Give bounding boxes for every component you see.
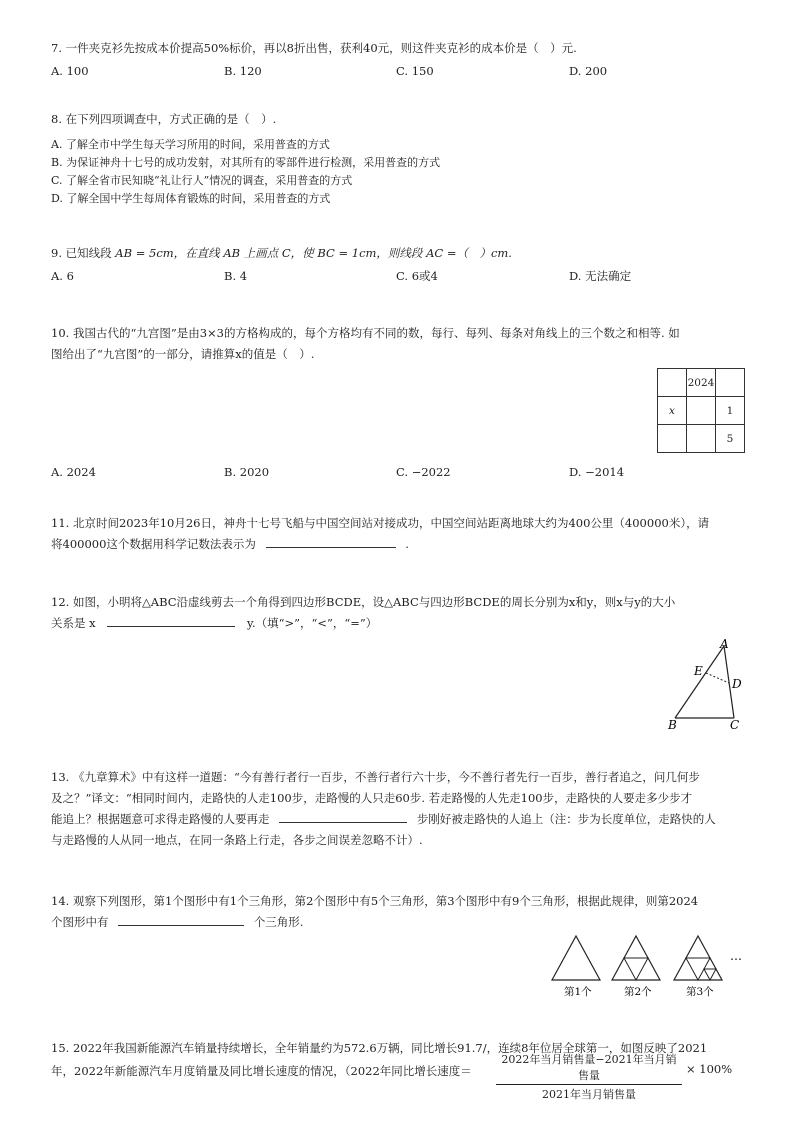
question-13 — [51, 767, 751, 851]
question-14-stem-text: 个图形中有 — [51, 915, 109, 929]
vertex-label-e: E — [694, 664, 703, 678]
question-13-stem-text: 能追上？根据题意可求得走路慢的人要再走 — [51, 812, 270, 826]
question-11-stem-line-1: 11. 北京时间2023年10月26日，神舟十七号飞船与中国空间站对接成功，中国空间站距离地球大约为400公里（400000米），请 — [51, 516, 710, 530]
question-9-stem-math: AB = 5cm，在直线 AB 上画点 C，使 BC = 1cm，则线段 AC =（ ）cm. — [115, 246, 512, 260]
answer-blank[interactable] — [118, 913, 244, 926]
inner-triangle-small — [704, 969, 716, 980]
question-12-stem-line-2 — [51, 613, 751, 634]
question-13-stem-line-1: 13. 《九章算术》中有这样一道题：“今有善行者行一百步，不善行者行六十步，今不善行者先行一百步，善行者追之，问几何步 — [51, 770, 700, 784]
grid-cell — [687, 425, 716, 453]
question-12 — [51, 592, 751, 634]
question-14-stem-end: 个三角形. — [253, 915, 304, 929]
vertex-label-a: A — [720, 637, 729, 651]
vertex-label-b: B — [668, 718, 677, 732]
option-d[interactable]: D. −2014 — [569, 465, 625, 479]
option-b[interactable]: B. 2020 — [224, 465, 270, 479]
question-14-stem-line-1: 14. 观察下列图形，第1个图形中有1个三角形，第2个图形中有5个三角形，第3个图形中有9个三角形，根据此规律，则第2024 — [51, 894, 699, 908]
vertex-label-c: C — [730, 718, 740, 732]
triangle-pattern-figure — [548, 930, 748, 1000]
fraction-numerator: 2022年当月销售量−2021年当月销售量 — [496, 1051, 682, 1085]
triangle-figure — [662, 636, 750, 732]
caption-figure-2: 第2个 — [624, 986, 652, 998]
option-b[interactable]: B. 120 — [224, 64, 262, 78]
caption-figure-1: 第1个 — [564, 986, 592, 998]
option-d[interactable]: D. 无法确定 — [569, 269, 632, 283]
question-10 — [51, 323, 751, 365]
grid-cell — [716, 369, 745, 397]
question-10-stem-line-1: 10. 我国古代的“九宫图”是由3×3的方格构成的，每个方格均有不同的数，每行、每列、每条对角线上的三个数之和相等. 如 — [51, 326, 680, 340]
question-8-stem: 8. 在下列四项调查中，方式正确的是（ ）. — [51, 112, 277, 126]
option-c[interactable]: C. 150 — [396, 64, 434, 78]
question-11-stem-line-2 — [51, 534, 751, 555]
option-d[interactable]: D. 200 — [569, 64, 608, 78]
vertex-label-d: D — [732, 677, 742, 691]
cut-line — [706, 673, 729, 683]
answer-blank[interactable] — [107, 614, 235, 627]
question-11-stem-end: . — [405, 537, 409, 551]
question-9 — [51, 243, 751, 286]
triangle-edge — [675, 646, 724, 718]
inner-triangle — [624, 958, 648, 980]
fraction-denominator: 2021年当月销售量 — [542, 1088, 636, 1101]
question-13-stem-line-3 — [51, 809, 751, 830]
option-d[interactable]: D. 了解全国中学生每周体育锻炼的时间，采用普查的方式 — [51, 192, 331, 205]
option-a[interactable]: A. 2024 — [51, 465, 96, 479]
grid-cell: 5 — [716, 425, 745, 453]
pattern-ellipsis: … — [730, 949, 742, 963]
grid-cell: 2024 — [687, 369, 716, 397]
option-a[interactable]: A. 了解全市中学生每天学习所用的时间，采用普查的方式 — [51, 138, 330, 151]
fraction-multiplier: × 100% — [686, 1062, 733, 1076]
question-9-options — [51, 266, 751, 286]
question-13-stem-line-2: 及之？”译文：“相同时间内，走路快的人走100步，走路慢的人只走60步. 若走路慢的人先走100步，走路快的人要走多少步才 — [51, 791, 693, 805]
grid-cell: x — [658, 397, 687, 425]
triangle-figure-1 — [552, 936, 600, 980]
answer-blank[interactable] — [266, 535, 396, 548]
question-12-stem-text: 关系是 x — [51, 616, 96, 630]
grid-cell — [658, 369, 687, 397]
question-11-stem-text: 将400000这个数据用科学记数法表示为 — [51, 537, 256, 551]
option-a[interactable]: A. 100 — [51, 64, 89, 78]
option-c[interactable]: C. 了解全省市民知晓“礼让行人”情况的调查，采用普查的方式 — [51, 174, 353, 187]
grid-cell — [658, 425, 687, 453]
grid-cell — [687, 397, 716, 425]
question-9-stem — [51, 243, 751, 264]
question-15-stem-line-2: 年，2022年新能源汽车月度销量及同比增长速度的情况，（2022年同比增长速度＝ — [51, 1064, 472, 1078]
question-7-stem: 7. 一件夹克衫先按成本价提高50%标价，再以8折出售，获利40元，则这件夹克衫的成本价是（ ）元. — [51, 41, 577, 55]
growth-rate-fraction — [496, 1051, 682, 1102]
question-10-stem-line-2: 图给出了“九宫图”的一部分，请推算x的值是（ ）. — [51, 347, 315, 361]
question-8 — [51, 109, 751, 208]
question-13-stem-text-2: 步刚好被走路快的人追上（注：步为长度单位，走路快的人 — [416, 812, 716, 826]
question-12-stem-end: y.（填“>”，“<”，“=”） — [246, 616, 378, 630]
question-7 — [51, 38, 751, 81]
question-12-stem-line-1: 12. 如图，小明将△ABC沿虚线剪去一个角得到四边形BCDE，设△ABC与四边形BCDE的周长分别为x和y，则x与y的大小 — [51, 595, 676, 609]
option-b[interactable]: B. 为保证神舟十七号的成功发射，对其所有的零部件进行检测，采用普查的方式 — [51, 156, 441, 169]
option-b[interactable]: B. 4 — [224, 269, 248, 283]
question-10-options — [51, 462, 751, 482]
question-13-stem-line-4: 与走路慢的人从同一地点，在同一条路上行走，各步之间误差忽略不计）. — [51, 833, 423, 847]
answer-blank[interactable] — [279, 810, 407, 823]
question-14 — [51, 891, 751, 933]
question-15-stem-line-1: 15. 2022年我国新能源汽车销量持续增长，全年销量约为572.6万辆，同比增长91.7/，连续8年位居全球第一，如图反映了2021 — [51, 1041, 708, 1055]
option-c[interactable]: C. −2022 — [396, 465, 451, 479]
magic-square-grid — [657, 368, 745, 453]
grid-cell: 1 — [716, 397, 745, 425]
question-10-options-row — [51, 460, 751, 482]
question-9-stem-lead: 9. 已知线段 — [51, 246, 112, 260]
caption-figure-3: 第3个 — [686, 986, 714, 998]
question-11 — [51, 513, 751, 555]
option-c[interactable]: C. 6或4 — [396, 269, 438, 283]
question-7-options — [51, 61, 751, 81]
option-a[interactable]: A. 6 — [51, 269, 74, 283]
